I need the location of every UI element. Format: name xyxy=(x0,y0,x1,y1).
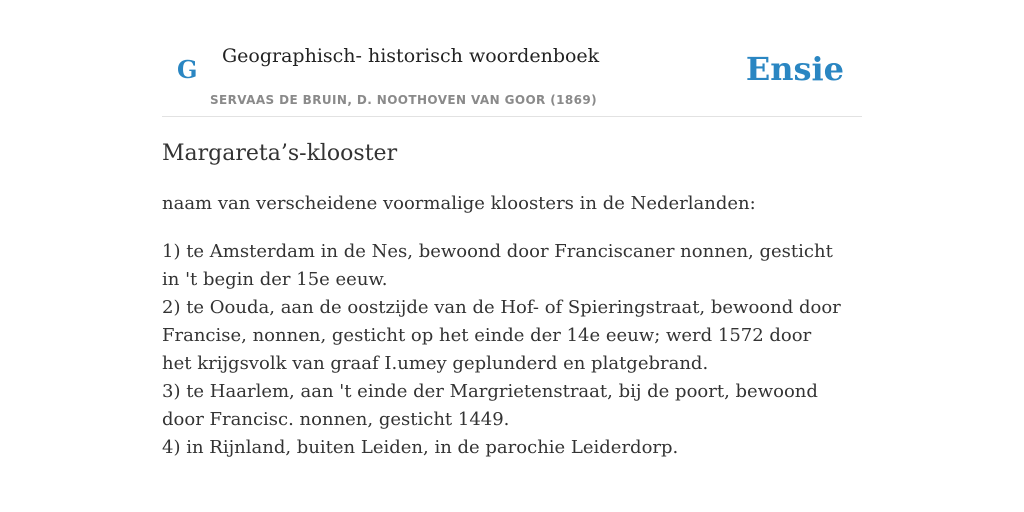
book-author: SERVAAS DE BRUIN, D. NOOTHOVEN VAN GOOR (1869) xyxy=(210,93,598,107)
entry-item: 2) te Oouda, aan de oostzijde van de Hof- of Spieringstraat, bewoond door Francise, nonnen, gesticht op het einde der 14e eeuw; werd 1572 door het krijgsvolk van graaf I.umey geplunderd en platgebrand. xyxy=(162,297,841,374)
page-header xyxy=(162,0,862,117)
entry-intro: naam van verscheidene voormalige kloosters in de Nederlanden: xyxy=(162,193,756,214)
entry-item: 4) in Rijnland, buiten Leiden, in de parochie Leiderdorp. xyxy=(162,437,679,458)
entry-item: 3) te Haarlem, aan 't einde der Margrietenstraat, bij de poort, bewoond door Francisc. nonnen, gesticht 1449. xyxy=(162,381,818,430)
entry-title: Margareta’s-klooster xyxy=(162,141,398,166)
entry-items xyxy=(162,238,842,462)
ensie-logo[interactable]: Ensie xyxy=(745,50,844,88)
book-logo-icon[interactable]: G xyxy=(177,55,198,84)
entry-content xyxy=(162,138,842,462)
entry-item: 1) te Amsterdam in de Nes, bewoond door Franciscaner nonnen, gesticht in 't begin der 15e eeuw. xyxy=(162,241,833,290)
book-title-link[interactable]: Geographisch- historisch woordenboek xyxy=(222,45,600,67)
